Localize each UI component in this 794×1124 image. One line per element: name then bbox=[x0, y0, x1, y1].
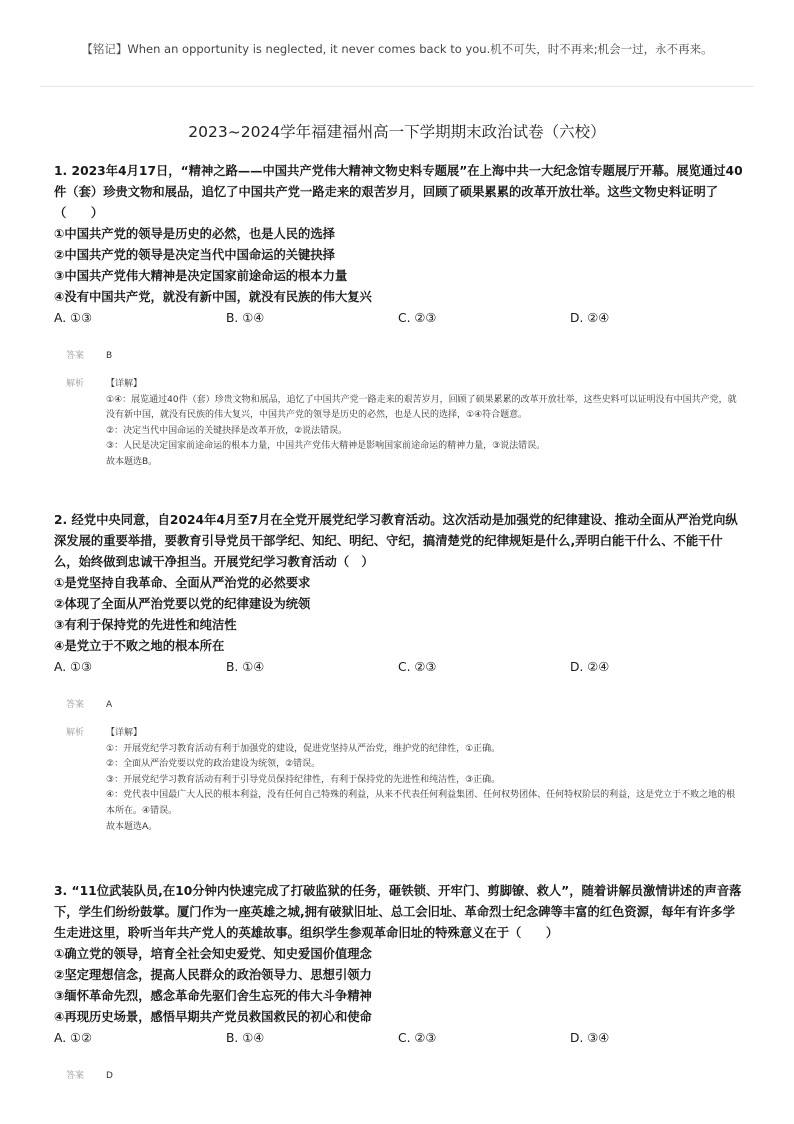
question-stem: 3. “11位武装队员,在10分钟内快速完成了打破监狱的任务，砸铁锁、开牢门、剪脚镣、救人”，随着讲解员激情讲述的声音落下，学生们纷纷鼓掌。厦门作为一座英雄之城,拥有破狱旧址、总工会旧址、革命烈士纪念碑等丰富的红色资源，每年有许多学生走进这里，聆听当年共产党人的英雄故事。组织学生参观革命旧址的特殊意义在于（ ） bbox=[54, 884, 742, 940]
statement-option: ①确立党的领导，培育全社会知史爱党、知史爱国价值理念 bbox=[54, 947, 372, 961]
choice-d[interactable]: D. ②④ bbox=[570, 660, 610, 674]
question-stem: 1. 2023年4月17日，“精神之路——中国共产党伟大精神文物史料专题展”在上海中共一大纪念馆专题展厅开幕。展览通过40件（套）珍贵文物和展品，追忆了中国共产党一路走来的艰苦岁月，回顾了硕果累累的改革开放壮举。这些文物史料证明了（ ） bbox=[54, 164, 743, 220]
choice-d[interactable]: D. ②④ bbox=[570, 311, 610, 325]
answer-choices bbox=[54, 1028, 744, 1049]
analysis-heading: 【详解】 bbox=[106, 379, 143, 389]
answer-label: 答案 bbox=[66, 351, 85, 361]
motto-banner: 【铭记】When an opportunity is neglected, it never comes back to you.机不可失，时不再来;机会一过，永不再来。 bbox=[81, 42, 713, 56]
question-stem: 2. 经党中央同意，自2024年4月至7月在全党开展党纪学习教育活动。这次活动是加强党的纪律建设、推动全面从严治党向纵深发展的重要举措，要教育引导党员干部学纪、知纪、明纪、守纪，搞清楚党的纪律规矩是什么,弄明白能干什么、不能干什么，始终做到忠诚干净担当。开展党纪学习教育活动（ ） bbox=[54, 513, 738, 569]
answer-label: 答案 bbox=[66, 700, 85, 710]
choice-a[interactable]: A. ①② bbox=[54, 1031, 93, 1045]
analysis-line: ①：开展党纪学习教育活动有利于加强党的建设，促进党坚持从严治党，维护党的纪律性，①正确。 bbox=[106, 743, 501, 754]
analysis-conclusion: 故本题选B。 bbox=[106, 456, 158, 467]
analysis-line: ①④：展览通过40件（套）珍贵文物和展品，追忆了中国共产党一路走来的艰苦岁月，回顾了硕果累累的改革开放壮举，这些史料可以证明没有中国共产党，就没有新中国，就没有民族的伟大复兴，中国共产党的领导是历史的必然，也是人民的选择，①④符合题意。 bbox=[106, 394, 737, 421]
question-1 bbox=[54, 161, 744, 471]
analysis-line: ②：全面从严治党要以党的政治建设为统领，②错误。 bbox=[106, 759, 321, 770]
analysis-label: 解析 bbox=[66, 728, 85, 738]
statement-option: ④没有中国共产党，就没有新中国，就没有民族的伟大复兴 bbox=[54, 290, 372, 304]
statement-option: ②坚定理想信念，提高人民群众的政治领导力、思想引领力 bbox=[54, 968, 372, 982]
statement-option: ③中国共产党伟大精神是决定国家前途命运的根本力量 bbox=[54, 269, 348, 283]
choice-a[interactable]: A. ①③ bbox=[54, 311, 93, 325]
analysis-line: ③：人民是决定国家前途命运的根本力量，中国共产党伟大精神是影响国家前途命运的精神力量，③说法错误。 bbox=[106, 441, 546, 452]
answer-value: A bbox=[106, 700, 113, 710]
analysis-heading: 【详解】 bbox=[106, 728, 143, 738]
question-2 bbox=[54, 510, 744, 835]
question-3 bbox=[54, 881, 744, 1084]
statement-option: ④再现历史场景，感悟早期共产党员救国救民的初心和使命 bbox=[54, 1010, 372, 1024]
answer-row bbox=[54, 698, 744, 713]
analysis-line: ②：决定当代中国命运的关键抉择是改革开放，②说法错误。 bbox=[106, 425, 348, 436]
statement-option: ③缅怀革命先烈，感念革命先驱们舍生忘死的伟大斗争精神 bbox=[54, 989, 372, 1003]
analysis-block bbox=[54, 726, 744, 835]
answer-choices bbox=[54, 657, 744, 678]
answer-value: B bbox=[106, 351, 113, 361]
answer-row bbox=[54, 1069, 744, 1084]
answer-row bbox=[54, 349, 744, 364]
choice-c[interactable]: C. ②③ bbox=[398, 311, 437, 325]
analysis-block bbox=[54, 377, 744, 471]
choice-c[interactable]: C. ②③ bbox=[398, 1031, 437, 1045]
analysis-conclusion: 故本题选A。 bbox=[106, 821, 158, 832]
choice-d[interactable]: D. ③④ bbox=[570, 1031, 610, 1045]
choice-c[interactable]: C. ②③ bbox=[398, 660, 437, 674]
answer-label: 答案 bbox=[66, 1071, 85, 1081]
analysis-line: ④：党代表中国最广大人民的根本利益，没有任何自己特殊的利益，从来不代表任何利益集团、任何权势团体、任何特权阶层的利益，这是党立于不败之地的根本所在。④错误。 bbox=[106, 790, 736, 816]
analysis-line: ③：开展党纪学习教育活动有利于引导党员保持纪律性，有利于保持党的先进性和纯洁性，③正确。 bbox=[106, 774, 501, 785]
statement-option: ②体现了全面从严治党要以党的纪律建设为统领 bbox=[54, 597, 311, 611]
answer-value: D bbox=[106, 1071, 113, 1081]
header-divider bbox=[40, 86, 754, 87]
statement-option: ①是党坚持自我革命、全面从严治党的必然要求 bbox=[54, 576, 311, 590]
choice-a[interactable]: A. ①③ bbox=[54, 660, 93, 674]
statement-option: ①中国共产党的领导是历史的必然，也是人民的选择 bbox=[54, 227, 335, 241]
choice-b[interactable]: B. ①④ bbox=[226, 311, 265, 325]
statement-option: ④是党立于不败之地的根本所在 bbox=[54, 639, 225, 653]
statement-option: ③有利于保持党的先进性和纯洁性 bbox=[54, 618, 237, 632]
analysis-label: 解析 bbox=[66, 379, 85, 389]
statement-option: ②中国共产党的领导是决定当代中国命运的关键抉择 bbox=[54, 248, 335, 262]
choice-b[interactable]: B. ①④ bbox=[226, 1031, 265, 1045]
exam-title: 2023~2024学年福建福州高一下学期期末政治试卷（六校） bbox=[188, 123, 606, 141]
answer-choices bbox=[54, 308, 744, 329]
choice-b[interactable]: B. ①④ bbox=[226, 660, 265, 674]
